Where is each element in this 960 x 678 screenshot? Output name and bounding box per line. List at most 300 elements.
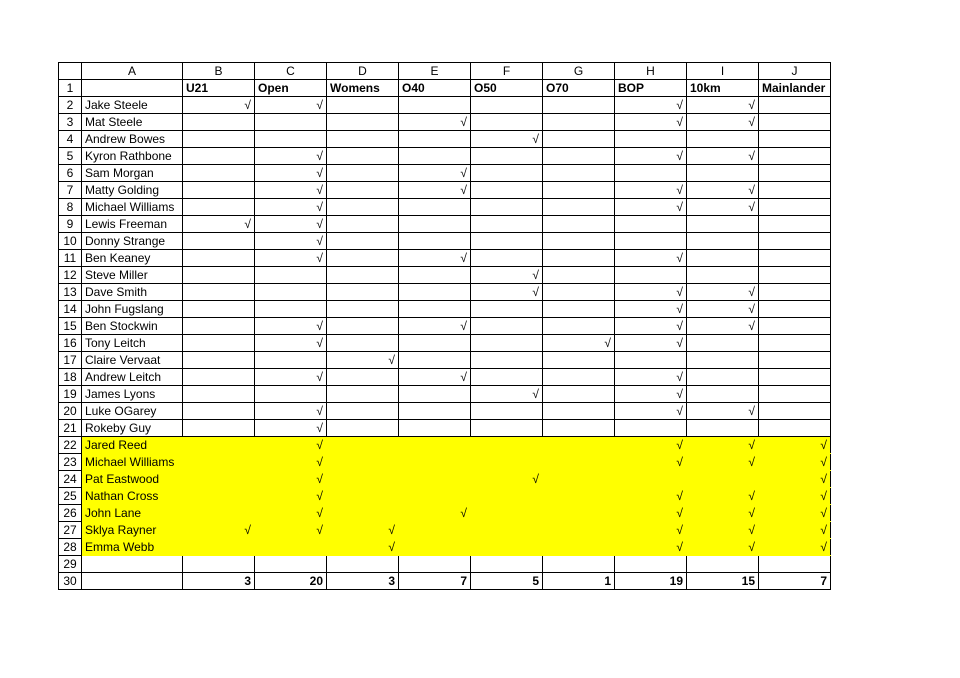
check-cell[interactable]: [327, 403, 399, 420]
check-cell[interactable]: [327, 267, 399, 284]
header-cell[interactable]: 10km: [687, 80, 759, 97]
check-cell[interactable]: [471, 165, 543, 182]
check-cell[interactable]: √: [615, 250, 687, 267]
name-cell[interactable]: Jared Reed: [82, 437, 183, 454]
check-cell[interactable]: √: [687, 199, 759, 216]
check-cell[interactable]: [543, 539, 615, 556]
check-cell[interactable]: [471, 199, 543, 216]
check-cell[interactable]: [759, 199, 831, 216]
row-number[interactable]: 16: [59, 335, 82, 352]
check-cell[interactable]: √: [255, 420, 327, 437]
check-cell[interactable]: [543, 199, 615, 216]
check-cell[interactable]: [255, 267, 327, 284]
check-cell[interactable]: √: [255, 148, 327, 165]
row-number[interactable]: 25: [59, 488, 82, 505]
check-cell[interactable]: [471, 369, 543, 386]
check-cell[interactable]: √: [759, 522, 831, 539]
check-cell[interactable]: √: [687, 182, 759, 199]
check-cell[interactable]: [543, 352, 615, 369]
check-cell[interactable]: [399, 267, 471, 284]
check-cell[interactable]: [471, 556, 543, 573]
check-cell[interactable]: [687, 216, 759, 233]
check-cell[interactable]: [543, 488, 615, 505]
check-cell[interactable]: [255, 556, 327, 573]
check-cell[interactable]: [687, 369, 759, 386]
row-number[interactable]: 20: [59, 403, 82, 420]
check-cell[interactable]: [327, 301, 399, 318]
check-cell[interactable]: √: [399, 114, 471, 131]
check-cell[interactable]: √: [399, 165, 471, 182]
check-cell[interactable]: [687, 420, 759, 437]
header-cell[interactable]: BOP: [615, 80, 687, 97]
check-cell[interactable]: [327, 131, 399, 148]
corner-cell[interactable]: [59, 63, 82, 80]
name-cell[interactable]: Andrew Bowes: [82, 131, 183, 148]
check-cell[interactable]: [399, 216, 471, 233]
check-cell[interactable]: [615, 420, 687, 437]
check-cell[interactable]: [687, 471, 759, 488]
check-cell[interactable]: √: [327, 539, 399, 556]
column-header-c[interactable]: C: [255, 63, 327, 80]
name-cell[interactable]: Claire Vervaat: [82, 352, 183, 369]
row-number[interactable]: 30: [59, 573, 82, 590]
check-cell[interactable]: [399, 454, 471, 471]
check-cell[interactable]: [543, 284, 615, 301]
row-number[interactable]: 4: [59, 131, 82, 148]
row-number[interactable]: 3: [59, 114, 82, 131]
name-cell[interactable]: Pat Eastwood: [82, 471, 183, 488]
check-cell[interactable]: [687, 250, 759, 267]
check-cell[interactable]: [759, 352, 831, 369]
check-cell[interactable]: √: [687, 97, 759, 114]
check-cell[interactable]: [543, 556, 615, 573]
check-cell[interactable]: [543, 437, 615, 454]
check-cell[interactable]: √: [255, 369, 327, 386]
check-cell[interactable]: [327, 335, 399, 352]
check-cell[interactable]: [183, 539, 255, 556]
check-cell[interactable]: [687, 233, 759, 250]
column-header-g[interactable]: G: [543, 63, 615, 80]
check-cell[interactable]: √: [399, 182, 471, 199]
row-number[interactable]: 24: [59, 471, 82, 488]
check-cell[interactable]: [399, 539, 471, 556]
check-cell[interactable]: [615, 165, 687, 182]
check-cell[interactable]: [759, 420, 831, 437]
check-cell[interactable]: [399, 335, 471, 352]
check-cell[interactable]: [399, 437, 471, 454]
check-cell[interactable]: √: [255, 522, 327, 539]
row-number[interactable]: 18: [59, 369, 82, 386]
check-cell[interactable]: [543, 182, 615, 199]
check-cell[interactable]: √: [687, 148, 759, 165]
header-cell[interactable]: U21: [183, 80, 255, 97]
check-cell[interactable]: [543, 233, 615, 250]
check-cell[interactable]: [255, 284, 327, 301]
check-cell[interactable]: [687, 556, 759, 573]
check-cell[interactable]: [759, 97, 831, 114]
check-cell[interactable]: [543, 522, 615, 539]
row-number[interactable]: 9: [59, 216, 82, 233]
name-cell[interactable]: James Lyons: [82, 386, 183, 403]
check-cell[interactable]: √: [255, 335, 327, 352]
check-cell[interactable]: √: [615, 148, 687, 165]
name-cell[interactable]: Kyron Rathbone: [82, 148, 183, 165]
check-cell[interactable]: [399, 233, 471, 250]
check-cell[interactable]: [471, 352, 543, 369]
check-cell[interactable]: [255, 352, 327, 369]
check-cell[interactable]: [183, 403, 255, 420]
check-cell[interactable]: [543, 165, 615, 182]
check-cell[interactable]: √: [687, 301, 759, 318]
check-cell[interactable]: √: [255, 216, 327, 233]
check-cell[interactable]: [543, 318, 615, 335]
check-cell[interactable]: [183, 250, 255, 267]
check-cell[interactable]: √: [687, 318, 759, 335]
check-cell[interactable]: [399, 148, 471, 165]
check-cell[interactable]: [543, 471, 615, 488]
check-cell[interactable]: √: [615, 437, 687, 454]
row-number[interactable]: 10: [59, 233, 82, 250]
check-cell[interactable]: [471, 233, 543, 250]
check-cell[interactable]: [327, 471, 399, 488]
column-header-j[interactable]: J: [759, 63, 831, 80]
check-cell[interactable]: [543, 97, 615, 114]
check-cell[interactable]: [471, 335, 543, 352]
check-cell[interactable]: √: [255, 471, 327, 488]
row-number[interactable]: 12: [59, 267, 82, 284]
check-cell[interactable]: [255, 386, 327, 403]
check-cell[interactable]: [255, 114, 327, 131]
check-cell[interactable]: [183, 301, 255, 318]
check-cell[interactable]: [543, 505, 615, 522]
check-cell[interactable]: [687, 335, 759, 352]
row-number[interactable]: 7: [59, 182, 82, 199]
check-cell[interactable]: √: [471, 131, 543, 148]
check-cell[interactable]: √: [615, 301, 687, 318]
check-cell[interactable]: [543, 216, 615, 233]
check-cell[interactable]: [399, 471, 471, 488]
check-cell[interactable]: √: [183, 97, 255, 114]
header-cell[interactable]: Mainlander: [759, 80, 831, 97]
check-cell[interactable]: [543, 267, 615, 284]
name-cell[interactable]: Nathan Cross: [82, 488, 183, 505]
name-cell[interactable]: Sklya Rayner: [82, 522, 183, 539]
check-cell[interactable]: [759, 284, 831, 301]
name-cell[interactable]: Mat Steele: [82, 114, 183, 131]
check-cell[interactable]: [543, 403, 615, 420]
check-cell[interactable]: [615, 267, 687, 284]
row-number[interactable]: 14: [59, 301, 82, 318]
check-cell[interactable]: [471, 539, 543, 556]
column-header-f[interactable]: F: [471, 63, 543, 80]
name-cell[interactable]: Ben Keaney: [82, 250, 183, 267]
check-cell[interactable]: √: [255, 233, 327, 250]
check-cell[interactable]: [759, 216, 831, 233]
check-cell[interactable]: √: [687, 505, 759, 522]
column-header-a[interactable]: A: [82, 63, 183, 80]
check-cell[interactable]: [543, 250, 615, 267]
check-cell[interactable]: √: [615, 199, 687, 216]
check-cell[interactable]: √: [327, 522, 399, 539]
check-cell[interactable]: [327, 148, 399, 165]
check-cell[interactable]: [687, 352, 759, 369]
check-cell[interactable]: [183, 505, 255, 522]
check-cell[interactable]: [183, 199, 255, 216]
check-cell[interactable]: √: [615, 539, 687, 556]
row-number[interactable]: 17: [59, 352, 82, 369]
check-cell[interactable]: [399, 284, 471, 301]
row-number[interactable]: 23: [59, 454, 82, 471]
check-cell[interactable]: [183, 148, 255, 165]
row-number[interactable]: 15: [59, 318, 82, 335]
check-cell[interactable]: [543, 301, 615, 318]
check-cell[interactable]: [327, 216, 399, 233]
name-cell[interactable]: Lewis Freeman: [82, 216, 183, 233]
check-cell[interactable]: √: [759, 505, 831, 522]
total-cell[interactable]: 3: [183, 573, 255, 590]
check-cell[interactable]: √: [615, 403, 687, 420]
name-cell[interactable]: Andrew Leitch: [82, 369, 183, 386]
check-cell[interactable]: [759, 233, 831, 250]
check-cell[interactable]: [399, 199, 471, 216]
check-cell[interactable]: [183, 114, 255, 131]
row-number[interactable]: 22: [59, 437, 82, 454]
row-number[interactable]: 1: [59, 80, 82, 97]
check-cell[interactable]: √: [687, 522, 759, 539]
check-cell[interactable]: [543, 131, 615, 148]
check-cell[interactable]: √: [759, 471, 831, 488]
check-cell[interactable]: [471, 250, 543, 267]
check-cell[interactable]: [543, 148, 615, 165]
check-cell[interactable]: √: [327, 352, 399, 369]
header-cell[interactable]: Open: [255, 80, 327, 97]
check-cell[interactable]: √: [255, 182, 327, 199]
check-cell[interactable]: [327, 182, 399, 199]
check-cell[interactable]: √: [399, 505, 471, 522]
name-cell[interactable]: Steve Miller: [82, 267, 183, 284]
check-cell[interactable]: √: [615, 318, 687, 335]
check-cell[interactable]: [687, 386, 759, 403]
check-cell[interactable]: √: [399, 369, 471, 386]
check-cell[interactable]: [615, 233, 687, 250]
check-cell[interactable]: [687, 267, 759, 284]
column-header-d[interactable]: D: [327, 63, 399, 80]
check-cell[interactable]: √: [687, 437, 759, 454]
total-cell[interactable]: 7: [399, 573, 471, 590]
check-cell[interactable]: [183, 556, 255, 573]
check-cell[interactable]: [255, 301, 327, 318]
check-cell[interactable]: √: [615, 182, 687, 199]
check-cell[interactable]: [543, 420, 615, 437]
check-cell[interactable]: [327, 488, 399, 505]
check-cell[interactable]: √: [615, 335, 687, 352]
check-cell[interactable]: [471, 114, 543, 131]
check-cell[interactable]: √: [183, 216, 255, 233]
check-cell[interactable]: √: [471, 471, 543, 488]
check-cell[interactable]: [327, 420, 399, 437]
check-cell[interactable]: [615, 471, 687, 488]
check-cell[interactable]: [183, 267, 255, 284]
check-cell[interactable]: [543, 114, 615, 131]
row-number[interactable]: 11: [59, 250, 82, 267]
check-cell[interactable]: √: [399, 318, 471, 335]
check-cell[interactable]: [183, 488, 255, 505]
check-cell[interactable]: [759, 250, 831, 267]
check-cell[interactable]: [255, 539, 327, 556]
name-cell[interactable]: Rokeby Guy: [82, 420, 183, 437]
check-cell[interactable]: [327, 250, 399, 267]
check-cell[interactable]: √: [255, 454, 327, 471]
total-cell[interactable]: 7: [759, 573, 831, 590]
check-cell[interactable]: [327, 284, 399, 301]
total-cell[interactable]: 3: [327, 573, 399, 590]
check-cell[interactable]: √: [399, 250, 471, 267]
check-cell[interactable]: [471, 318, 543, 335]
check-cell[interactable]: √: [615, 505, 687, 522]
check-cell[interactable]: [471, 454, 543, 471]
check-cell[interactable]: √: [615, 386, 687, 403]
check-cell[interactable]: [471, 97, 543, 114]
check-cell[interactable]: √: [615, 522, 687, 539]
check-cell[interactable]: [759, 182, 831, 199]
name-cell[interactable]: John Fugslang: [82, 301, 183, 318]
check-cell[interactable]: [183, 454, 255, 471]
check-cell[interactable]: √: [543, 335, 615, 352]
check-cell[interactable]: [471, 403, 543, 420]
check-cell[interactable]: √: [759, 437, 831, 454]
check-cell[interactable]: √: [255, 97, 327, 114]
row-number[interactable]: 2: [59, 97, 82, 114]
check-cell[interactable]: [183, 165, 255, 182]
row-number[interactable]: 29: [59, 556, 82, 573]
row-number[interactable]: 21: [59, 420, 82, 437]
check-cell[interactable]: √: [687, 539, 759, 556]
name-cell[interactable]: Michael Williams: [82, 199, 183, 216]
check-cell[interactable]: [759, 403, 831, 420]
check-cell[interactable]: [327, 505, 399, 522]
check-cell[interactable]: [759, 114, 831, 131]
check-cell[interactable]: √: [615, 97, 687, 114]
header-cell[interactable]: O70: [543, 80, 615, 97]
check-cell[interactable]: [399, 301, 471, 318]
check-cell[interactable]: [615, 556, 687, 573]
check-cell[interactable]: [759, 318, 831, 335]
check-cell[interactable]: [615, 216, 687, 233]
check-cell[interactable]: [471, 216, 543, 233]
check-cell[interactable]: √: [183, 522, 255, 539]
check-cell[interactable]: [543, 454, 615, 471]
check-cell[interactable]: [615, 352, 687, 369]
check-cell[interactable]: [543, 386, 615, 403]
name-cell[interactable]: Michael Williams: [82, 454, 183, 471]
check-cell[interactable]: [183, 386, 255, 403]
check-cell[interactable]: [327, 386, 399, 403]
name-cell[interactable]: John Lane: [82, 505, 183, 522]
total-cell[interactable]: 15: [687, 573, 759, 590]
check-cell[interactable]: [759, 335, 831, 352]
name-cell[interactable]: Dave Smith: [82, 284, 183, 301]
check-cell[interactable]: [183, 420, 255, 437]
check-cell[interactable]: [399, 97, 471, 114]
check-cell[interactable]: [471, 437, 543, 454]
check-cell[interactable]: [183, 284, 255, 301]
column-header-b[interactable]: B: [183, 63, 255, 80]
column-header-h[interactable]: H: [615, 63, 687, 80]
check-cell[interactable]: [327, 437, 399, 454]
check-cell[interactable]: [255, 131, 327, 148]
check-cell[interactable]: [759, 386, 831, 403]
header-cell[interactable]: O50: [471, 80, 543, 97]
check-cell[interactable]: [759, 301, 831, 318]
check-cell[interactable]: [471, 148, 543, 165]
total-cell[interactable]: 5: [471, 573, 543, 590]
check-cell[interactable]: √: [687, 454, 759, 471]
check-cell[interactable]: √: [687, 114, 759, 131]
row-number[interactable]: 28: [59, 539, 82, 556]
check-cell[interactable]: [399, 556, 471, 573]
row-number[interactable]: 13: [59, 284, 82, 301]
check-cell[interactable]: [759, 556, 831, 573]
check-cell[interactable]: √: [471, 284, 543, 301]
check-cell[interactable]: √: [471, 267, 543, 284]
check-cell[interactable]: [183, 318, 255, 335]
check-cell[interactable]: √: [615, 284, 687, 301]
check-cell[interactable]: [399, 522, 471, 539]
check-cell[interactable]: [327, 369, 399, 386]
name-cell[interactable]: Tony Leitch: [82, 335, 183, 352]
check-cell[interactable]: [327, 318, 399, 335]
check-cell[interactable]: √: [759, 539, 831, 556]
check-cell[interactable]: [183, 233, 255, 250]
check-cell[interactable]: √: [255, 199, 327, 216]
check-cell[interactable]: [183, 369, 255, 386]
column-header-i[interactable]: I: [687, 63, 759, 80]
header-cell[interactable]: Womens: [327, 80, 399, 97]
check-cell[interactable]: [759, 165, 831, 182]
check-cell[interactable]: √: [255, 403, 327, 420]
check-cell[interactable]: √: [687, 403, 759, 420]
check-cell[interactable]: [183, 335, 255, 352]
check-cell[interactable]: √: [687, 488, 759, 505]
check-cell[interactable]: √: [687, 284, 759, 301]
check-cell[interactable]: [687, 165, 759, 182]
row-number[interactable]: 19: [59, 386, 82, 403]
check-cell[interactable]: [399, 420, 471, 437]
check-cell[interactable]: [399, 403, 471, 420]
name-cell[interactable]: Ben Stockwin: [82, 318, 183, 335]
check-cell[interactable]: [327, 454, 399, 471]
check-cell[interactable]: [471, 488, 543, 505]
check-cell[interactable]: [327, 199, 399, 216]
name-cell[interactable]: [82, 556, 183, 573]
total-cell[interactable]: 1: [543, 573, 615, 590]
name-cell[interactable]: Donny Strange: [82, 233, 183, 250]
check-cell[interactable]: [183, 437, 255, 454]
check-cell[interactable]: [759, 131, 831, 148]
row-number[interactable]: 26: [59, 505, 82, 522]
check-cell[interactable]: [759, 148, 831, 165]
check-cell[interactable]: [471, 505, 543, 522]
check-cell[interactable]: [615, 131, 687, 148]
check-cell[interactable]: [543, 369, 615, 386]
check-cell[interactable]: [471, 182, 543, 199]
name-cell[interactable]: Jake Steele: [82, 97, 183, 114]
check-cell[interactable]: [327, 556, 399, 573]
name-cell[interactable]: Emma Webb: [82, 539, 183, 556]
check-cell[interactable]: [183, 352, 255, 369]
check-cell[interactable]: √: [759, 488, 831, 505]
header-cell[interactable]: O40: [399, 80, 471, 97]
